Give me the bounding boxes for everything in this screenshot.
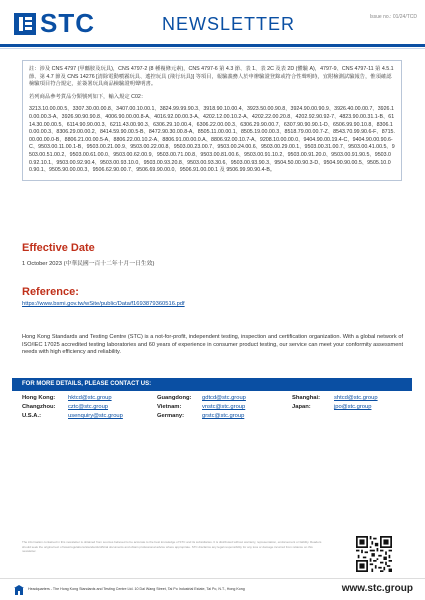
contact-email-link[interactable]: gdtcd@stc.group bbox=[202, 395, 246, 401]
logo-text: STC bbox=[40, 8, 95, 38]
contact-email-link[interactable]: vnstc@stc.group bbox=[202, 404, 246, 410]
contact-email-link[interactable]: hktcd@stc.group bbox=[68, 395, 112, 401]
logo-mark-icon bbox=[14, 13, 36, 35]
contact-email-link[interactable]: grstc@stc.group bbox=[202, 413, 245, 419]
tariff-codes-list: 3213.10.00.00.5、3307.30.00.00.8、3407.00.10.00.1、3824.99.99.90.3、3918.90.10.00.4、3923.50.00.90.8、3924.90.00.90.9、3926.40.00.00.7、3926.10.00.00.3-A、3926.90.90.90.8、4006.90.00.00.8-A、4016.92.00.00.3-A、4202.12.00.10.2-A、4202.22.00.20.8、4202.92.90.92-7、4823.90.00.31.1-B、6114.30.00.00.5、6114.90.90.00.3、6211.43.00.90.3、6306.29.10.00.4、6306.22.00.00.3、6306.29.90.00.7、6307.90.90.90.1-D、6506.99.90.10.8、8306.10.00.00.3、8306.29.00.00.2、8414.59.90.00.5-B、8472.90.30.00.8-A、8505.11.00.00.1、8505.19.00.00.3、8518.79.00.00.7-Z、8543.70.99.90.6-F、8715.00.00.00.0-B、8806.21.00.00.5-A、8806.22.00.10.2-A、8806.91.00.00.0.A、8806.92.00.10.7-A、9208.10.00.00.0、9404.90.00.19.4-C、9404.90.00.90.6-C、9503.00.11.00.1-B、9503.00.21.00.9、9503.00.22.00.8、9503.00.23.00.7、9503.00.24.00.6、9503.00.29.00.1、9503.00.31.00.7、9503.00.41.00.5、9503.00.51.00.2、9503.00.61.00.0、9503.00.62.00.9、9503.00.71.00.8、9503.00.81.00.6、9503.00.91.10.2、9503.00.91.20.0、9503.00.91.90.5、9503.00.92.10.1、9503.00.92.90.4、9503.00.93.10.0、9503.00.93.20.8、9503.00.93.30.6、9503.00.93.90.3、9504.50.00.90.3-D、9504.90.90.00.5、9505.10.00.90.1、9505.90.00.00.3、9506.62.90.00.7、9506.69.90.00.0、9506.91.00.00.1 及 9506.99.90.90.4-B。 bbox=[29, 106, 395, 174]
reference-link[interactable]: https://www.bsmi.gov.tw/wSite/public/Data/f1693879360516.pdf bbox=[22, 301, 185, 307]
headquarters-icon bbox=[14, 585, 24, 595]
contact-label: Changzhou: bbox=[22, 404, 56, 410]
contact-label: Shanghai: bbox=[292, 395, 321, 401]
contact-heading-bar bbox=[12, 378, 412, 391]
stc-logo bbox=[14, 8, 134, 38]
qr-code-icon[interactable] bbox=[356, 536, 392, 572]
issue-number: Issue no.: 01/24/TCD bbox=[369, 14, 417, 20]
contact-row bbox=[22, 413, 412, 422]
newsletter-header bbox=[0, 0, 425, 46]
header-divider bbox=[0, 44, 425, 47]
effective-date-heading: Effective Date bbox=[22, 242, 95, 254]
contact-label: U.S.A.: bbox=[22, 413, 42, 419]
newsletter-title: NEWSLETTER bbox=[162, 14, 296, 34]
contact-email-link[interactable]: jpo@stc.group bbox=[334, 404, 372, 410]
contact-email-link[interactable]: shtcd@stc.group bbox=[334, 395, 378, 401]
contact-label: Hong Kong: bbox=[22, 395, 56, 401]
reference-heading: Reference: bbox=[22, 286, 79, 298]
regulation-note-box bbox=[22, 60, 402, 181]
footer-address: Headquarters - The Hong Kong Standards and Testing Centre Ltd. 10 Dai Wang Street, Tai Po Industrial Estate, Tai Po, N.T., Hong Kong bbox=[28, 587, 245, 591]
page-footer bbox=[0, 578, 425, 600]
contact-label: Germany: bbox=[157, 413, 185, 419]
contact-email-link[interactable]: usenquiry@stc.group bbox=[68, 413, 123, 419]
contact-label: Vietnam: bbox=[157, 404, 182, 410]
effective-date-text: 1 October 2023 (中華民國一百十二年十月一日生效) bbox=[22, 261, 155, 267]
contact-heading: FOR MORE DETAILS, PLEASE CONTACT US: bbox=[22, 381, 152, 387]
about-stc-paragraph: Hong Kong Standards and Testing Centre (STC) is a not-for-profit, independent testing, inspection and certification organization. With a global network of ISO/IEC 17025 accredited testing laboratories and 60 years of experience in consumer product testing, our service can meet your conformity assessment needs with high efficiency and reliability. bbox=[22, 334, 403, 356]
contact-row bbox=[22, 395, 412, 404]
codes-intro: 若列商品參考貨品分類號列如下，輸入規定 C02： bbox=[29, 93, 147, 100]
disclaimer-text: The information contained in this newsletter is obtained from sources believed to be accurate to the best knowledge of STC and its subsidiaries. It is distributed without warranty, representation, endorsement or liability. Readers should seek the original text of laws/regulations/standards/official documents and obtain professional advice where appropriate. STC disclaims any legal responsibility for any loss or damage incurred from reliance on this newsletter. bbox=[22, 540, 322, 553]
header-divider-thin bbox=[0, 48, 425, 49]
contact-email-link[interactable]: cztc@stc.group bbox=[68, 404, 109, 410]
website-link[interactable]: www.stc.group bbox=[341, 583, 413, 594]
note-paragraph: 註：涉及 CNS 4797 (甲醯胺及玩具)，CNS 4797-2 (8 種複條元素)，CNS 4797-6 第 4.3 節、表 1、表 2C 及表 2D (體驗 A)，4797-9、CNS 4797-11 第 4.5.1 節、第 4.7 節及 CNS 14276 [清除電動噴霧玩具、遙控玩具 (飛行玩具)] 等項目，報驗義務人於申辦驗證登錄或符合性聲明時，宜附檢測試驗報告，惟須確認檢驗項目符合規定，並簽署玩具商品檢驗證明聲明書。 bbox=[29, 66, 394, 88]
contact-row bbox=[22, 404, 412, 413]
contact-label: Guangdong: bbox=[157, 395, 192, 401]
contact-label: Japan: bbox=[292, 404, 311, 410]
